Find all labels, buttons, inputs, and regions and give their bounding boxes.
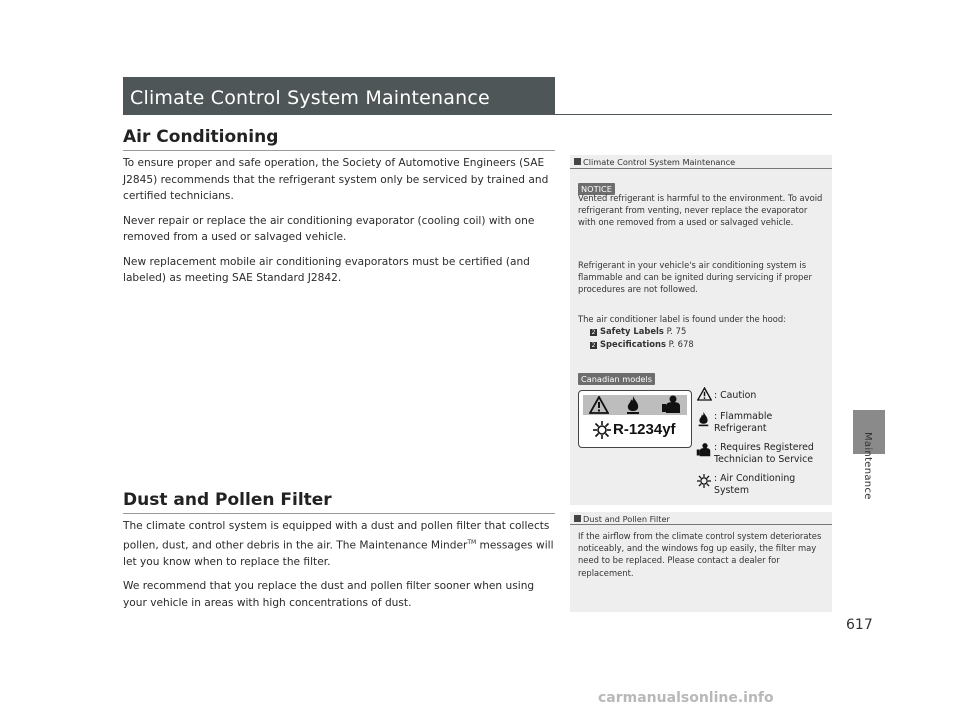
watermark: carmanualsonline.info bbox=[598, 690, 774, 706]
paragraph: We recommend that you replace the dust and pollen filter sooner when using your vehicle in areas with high concentrations of dust. bbox=[123, 580, 535, 609]
legend-caution: : Caution bbox=[714, 390, 757, 401]
note-heading: Climate Control System Maintenance bbox=[574, 157, 735, 167]
technician-icon bbox=[661, 394, 681, 414]
cross-reference-specifications[interactable]: 2 Specifications P. 678 bbox=[591, 339, 694, 349]
flammable-icon bbox=[697, 411, 710, 427]
cross-reference-safety-labels[interactable]: 2 Safety Labels P. 75 bbox=[591, 326, 687, 336]
section-heading-dust-filter: Dust and Pollen Filter bbox=[123, 490, 332, 510]
note-text: If the airflow from the climate control system deteriorates noticeably, and the windows fog up easily, the filter may need to be replaced. Please contact a dealer for replacement. bbox=[578, 531, 822, 578]
paragraph: The climate control system is equipped with a dust and pollen filter that collects pollen, dust, and other debris in the air. The Maintenance Minder™ messages will let you know when to replace the filter. bbox=[123, 520, 554, 568]
legend-air-conditioning: : Air Conditioning System bbox=[714, 473, 796, 496]
page-title: Climate Control System Maintenance bbox=[130, 87, 490, 109]
legend-flammable: : Flammable Refrigerant bbox=[714, 411, 773, 434]
technician-icon bbox=[696, 442, 711, 457]
region-badge: Canadian models bbox=[578, 367, 655, 386]
air-conditioning-icon bbox=[697, 474, 711, 488]
note-text: The air conditioner label is found under the hood: bbox=[578, 314, 787, 324]
caution-icon bbox=[589, 396, 609, 414]
refrigerant-label-image bbox=[578, 390, 692, 448]
paragraph: To ensure proper and safe operation, the Society of Automotive Engineers (SAE J2845) recommends that the refrigerant system only be serviced by trained and certified technicians. bbox=[123, 157, 549, 202]
caution-icon bbox=[697, 387, 712, 401]
section-heading-air-conditioning: Air Conditioning bbox=[123, 127, 279, 147]
title-underline bbox=[555, 114, 832, 115]
section-body-dust-filter bbox=[123, 518, 555, 619]
reference-arrow-icon: 2 bbox=[591, 329, 596, 336]
page-number: 617 bbox=[846, 617, 873, 633]
paragraph: Never repair or replace the air conditioning evaporator (cooling coil) with one removed from a used or salvaged vehicle. bbox=[123, 214, 535, 243]
note-rule bbox=[570, 168, 832, 169]
flammable-icon bbox=[625, 395, 641, 415]
side-section-label: Maintenance bbox=[862, 432, 873, 500]
refrigerant-type-text: R-1234yf bbox=[613, 421, 676, 438]
air-conditioning-icon bbox=[593, 421, 611, 439]
note-marker-icon bbox=[574, 158, 581, 165]
section-rule bbox=[123, 513, 555, 514]
note-rule bbox=[570, 524, 832, 525]
notice-badge: NOTICE bbox=[578, 177, 615, 196]
paragraph: New replacement mobile air conditioning evaporators must be certified (and labeled) as meeting SAE Standard J2842. bbox=[123, 255, 530, 284]
note-text: Refrigerant in your vehicle's air conditioning system is flammable and can be ignited during servicing if proper procedures are not followed. bbox=[578, 260, 812, 295]
section-body-air-conditioning bbox=[123, 155, 555, 295]
note-heading: Dust and Pollen Filter bbox=[574, 514, 670, 524]
reference-arrow-icon: 2 bbox=[591, 342, 596, 349]
notice-text: Vented refrigerant is harmful to the environment. To avoid refrigerant from venting, never replace the evaporator with one removed from a used or salvaged vehicle. bbox=[578, 193, 823, 228]
section-rule bbox=[123, 150, 555, 151]
legend-technician: : Requires Registered Technician to Service bbox=[714, 442, 814, 465]
note-marker-icon bbox=[574, 515, 581, 522]
